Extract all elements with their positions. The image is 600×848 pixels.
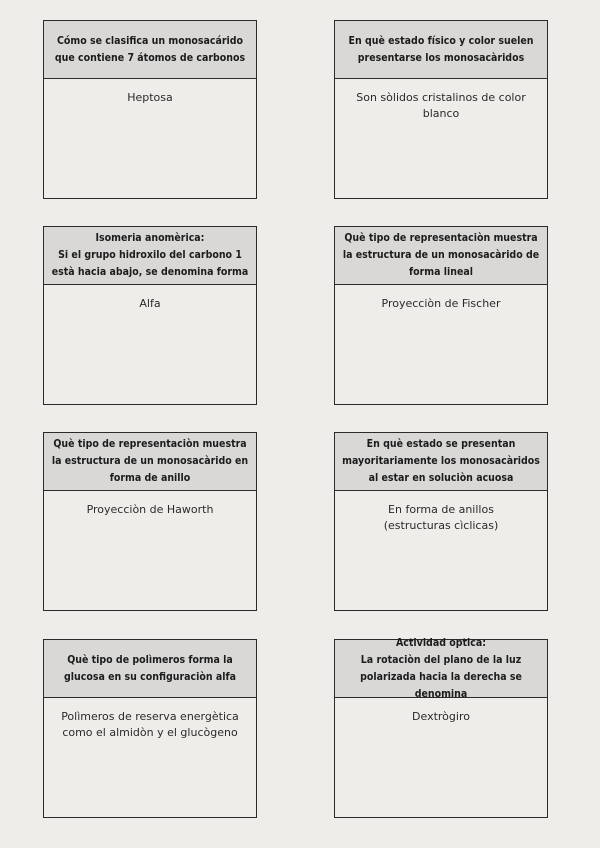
flashcard-answer: Heptosa [44,78,256,106]
flashcard [43,20,257,199]
flashcard [334,20,548,199]
flashcard-question: Actividad optica: La rotaciòn del plano de la luz polarizada hacia la derecha se denomina [335,640,547,697]
flashcard [43,226,257,405]
flashcard [43,639,257,818]
flashcard-question: Què tipo de representaciòn muestra la estructura de un monosacàrido en forma de anillo [44,433,256,490]
flashcard-question: Cómo se clasifica un monosacárido que contiene 7 átomos de carbonos [44,21,256,78]
flashcard-answer: Polìmeros de reserva energètica como el almidòn y el glucògeno [44,697,256,741]
flashcard-answer: Son sòlidos cristalinos de color blanco [335,78,547,122]
flashcard-question: Què tipo de representaciòn muestra la estructura de un monosacàrido de forma lineal [335,227,547,284]
flashcard [43,432,257,611]
flashcard [334,432,548,611]
flashcard-question: En què estado se presentan mayoritariamente los monosacàridos al estar en soluciòn acuosa [335,433,547,490]
flashcard [334,636,548,818]
flashcard-answer: Dextrògiro [335,697,547,725]
flashcard-question: En què estado físico y color suelen presentarse los monosacàridos [335,21,547,78]
flashcard-answer: En forma de anillos (estructuras cìclicas) [335,490,547,534]
flashcard-question: Isomeria anomèrica: Si el grupo hidroxilo del carbono 1 està hacia abajo, se denomina forma [44,227,256,284]
flashcard-answer: Alfa [44,284,256,312]
flashcard-answer: Proyecciòn de Fischer [335,284,547,312]
flashcard-answer: Proyecciòn de Haworth [44,490,256,518]
flashcard-question: Què tipo de polìmeros forma la glucosa en su configuraciòn alfa [44,640,256,697]
flashcard [334,226,548,405]
